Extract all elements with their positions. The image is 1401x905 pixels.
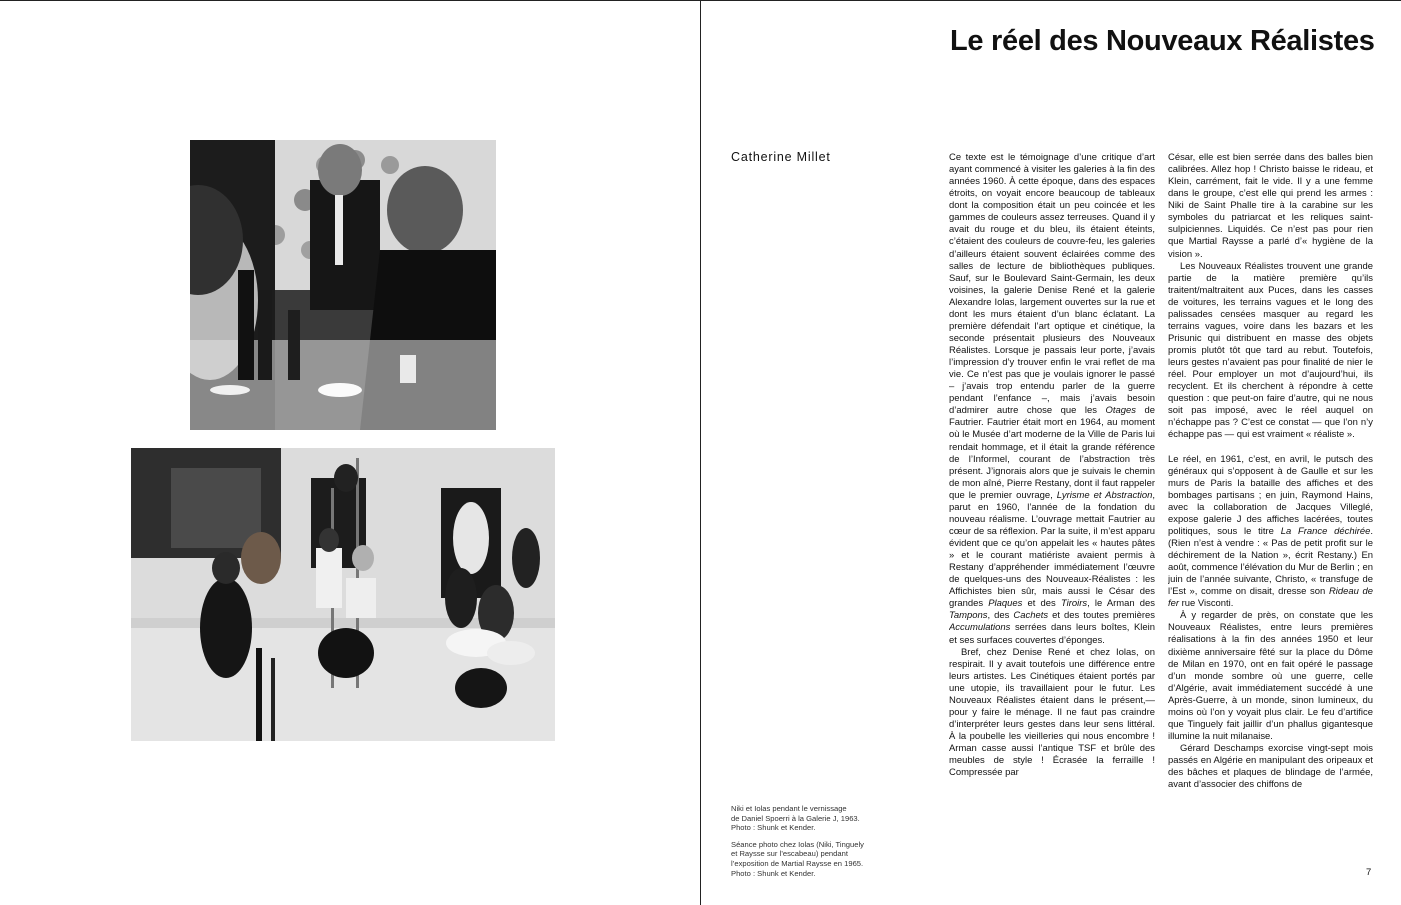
text-column-1 xyxy=(949,152,1155,822)
article-author: Catherine Millet xyxy=(731,150,831,164)
paragraph: Bref, chez Denise René et chez Iolas, on respirait. Il y avait toutefois une différence entre leurs artistes. Les Cinétiques étaient portés par une utopie, ils travaillaient pour le futur. Les Nouveaux Réalistes étaient dans le présent,— pour y faire le ménage. Il ne faut pas craindre d’interpréter leurs gestes dans leur sens littéral. À la poubelle les vieilleries qui nous encombre ! Arman casse aussi l’antique TSF et brûle des meubles de style ! Écrasée la ferraille ! Compressée par xyxy=(949,646,1155,779)
caption-1: Niki et Iolas pendant le vernissage de Daniel Spoerri à la Galerie J, 1963. Photo : Shunk et Kender. xyxy=(731,804,860,833)
paragraph: Les Nouveaux Réalistes trouvent une grande partie de la matière première qu’ils traitent/maltraitent aux Puces, dans les casses de voitures, les terrains vagues et le long des palissades censées masquer au regard les terrains vagues, voire dans les bazars et les Prisunic qui distribuent en masse des objets promis plutôt tôt que tard au rebut. Toutefois, leurs gestes n’avaient pas pour finalité de nier le réel. Pour employer un mot d’aujourd’hui, ils recyclent. Et ils cherchent à répondre à cette question : que peut-on faire d’autre, qui ne nous soit pas imposé, avec le réel auquel on n’échappe pas ? C’est ce constat — que l’on n’y échappe pas — qui est vraiment « réaliste ». xyxy=(1168,260,1373,441)
paragraph: À y regarder de près, on constate que les Nouveaux Réalistes, entre leurs premières réalisations à la fin des années 1950 et leur dixième anniversaire fêté sur la place du Dôme de Milan en 1970, ont en fait opéré le passage d’un monde sombre où une guerre, celle d’Algérie, avait immédiatement succédé à une Après-Guerre, à un monde, sinon lumineux, du moins où l’on y voyait plus clair. Le feu d’artifice que Tinguely fait jaillir d’un phallus gigantesque illumine la nuit milanaise. xyxy=(1168,610,1373,742)
photo-seance-image xyxy=(131,448,555,741)
left-page xyxy=(0,0,700,905)
caption-2: Séance photo chez Iolas (Niki, Tinguely et Raysse sur l’escabeau) pendant l’exposition de Martial Raysse en 1965. Photo : Shunk et Kender. xyxy=(731,839,864,878)
paragraph: Ce texte est le témoignage d’une critique d’art ayant commencé à visiter les galeries à la fin des années 1960. À cette époque, dans des espaces étroits, on voyait encore beaucoup de tableaux dont la composition était un peu coincée et les gammes de couleurs assez terreuses. Quand il y avait du rouge et du bleu, ils étaient éteints, c’étaient des couleurs de couvre-feu, les galeries d’ailleurs étaient souvent éclairées comme des salles de lecture de bibliothèques publiques. Sauf, sur le Boulevard Saint-Germain, les deux voisines, la galerie Denise René et la galerie Alexandre Iolas, largement ouvertes sur la rue et dont les murs étaient d’un blanc éclatant. La première défendait l’art optique et cinétique, la seconde présentait plusieurs des Nouveaux Réalistes. Lorsque je passais leur porte, j’avais l’impression d’y trouver enfin le vrai reflet de ma vie. Ce n’est pas que je voulais ignorer le passé – j’avais trop entendu parler de la guerre pendant l’enfance –, mais j’avais besoin d’admirer autre chose que les Otages de Fautrier. Fautrier était mort en 1964, au moment où le Musée d’art moderne de la Ville de Paris lui rendait hommage, et il était la grande référence de l’Informel, courant de l’abstraction très présent. J’ignorais alors que je suivais le chemin de mon aîné, Pierre Restany, dont il faut rappeler que le premier ouvrage, Lyrisme et Abstraction, parut en 1960, l’année de la fondation du nouveau réalisme. L’ouvrage mettait Fautrier au cœur de sa réflexion. Par la suite, il m’est apparu évident que ce qu’on appelait les « hautes pâtes » et le courant matiériste avaient permis à Restany d’appréhender immédiatement l’œuvre de quelques-uns des Nouveaux-Réalistes : les Affichistes bien sûr, mais aussi le César des grandes Plaques et des Tiroirs, le Arman des Tampons, des Cachets et des toutes premières Accumulations serrées dans leurs boîtes, Klein et ses surfaces couvertes d’éponges. xyxy=(949,152,1155,646)
paragraph: Le réel, en 1961, c’est, en avril, le putsch des généraux qui s’opposent à de Gaulle et sur les murs de Paris la bataille des affiches et des bombages partisans ; en juin, Raymond Hains, avec la collaboration de Jacques Villeglé, expose galerie J des affiches lacérées, toutes politiques, sous le titre La France déchirée. (Rien n’est à vendre : « Pas de petit profit sur le déchirement de la Nation », écrit Restany.) En août, commence l’élévation du Mur de Berlin ; en juin de l’année suivante, Christo, « transfuge de l’Est », comme on disait, dresse son Rideau de fer rue Visconti. xyxy=(1168,453,1373,610)
paragraph: César, elle est bien serrée dans des balles bien calibrées. Allez hop ! Christo baisse le rideau, et Klein, carrément, fait le vide. Il y a une femme dans le groupe, c’est elle qui prend les armes : Niki de Saint Phalle tire à la carabine sur les symboles du patriarcat et les reliques saint-sulpiciennes. Liquidés. Ce n’est pas pour rien que Martial Raysse a parlé d’« hygiène de la vision ». xyxy=(1168,152,1373,260)
photo-vernissage xyxy=(190,140,496,430)
photo-captions xyxy=(731,804,891,885)
paragraph: Gérard Deschamps exorcise vingt-sept mois passés en Algérie en manipulant des oripeaux et des bâches et plaques de blindage de l’armée, avant d’associer des chiffons de xyxy=(1168,743,1373,791)
article-title: Le réel des Nouveaux Réalistes xyxy=(950,25,1375,57)
photo-vernissage-image xyxy=(190,140,496,430)
text-column-2 xyxy=(1168,152,1373,822)
photo-seance xyxy=(131,448,555,741)
page-number: 7 xyxy=(1366,867,1372,878)
right-page xyxy=(700,0,1401,905)
